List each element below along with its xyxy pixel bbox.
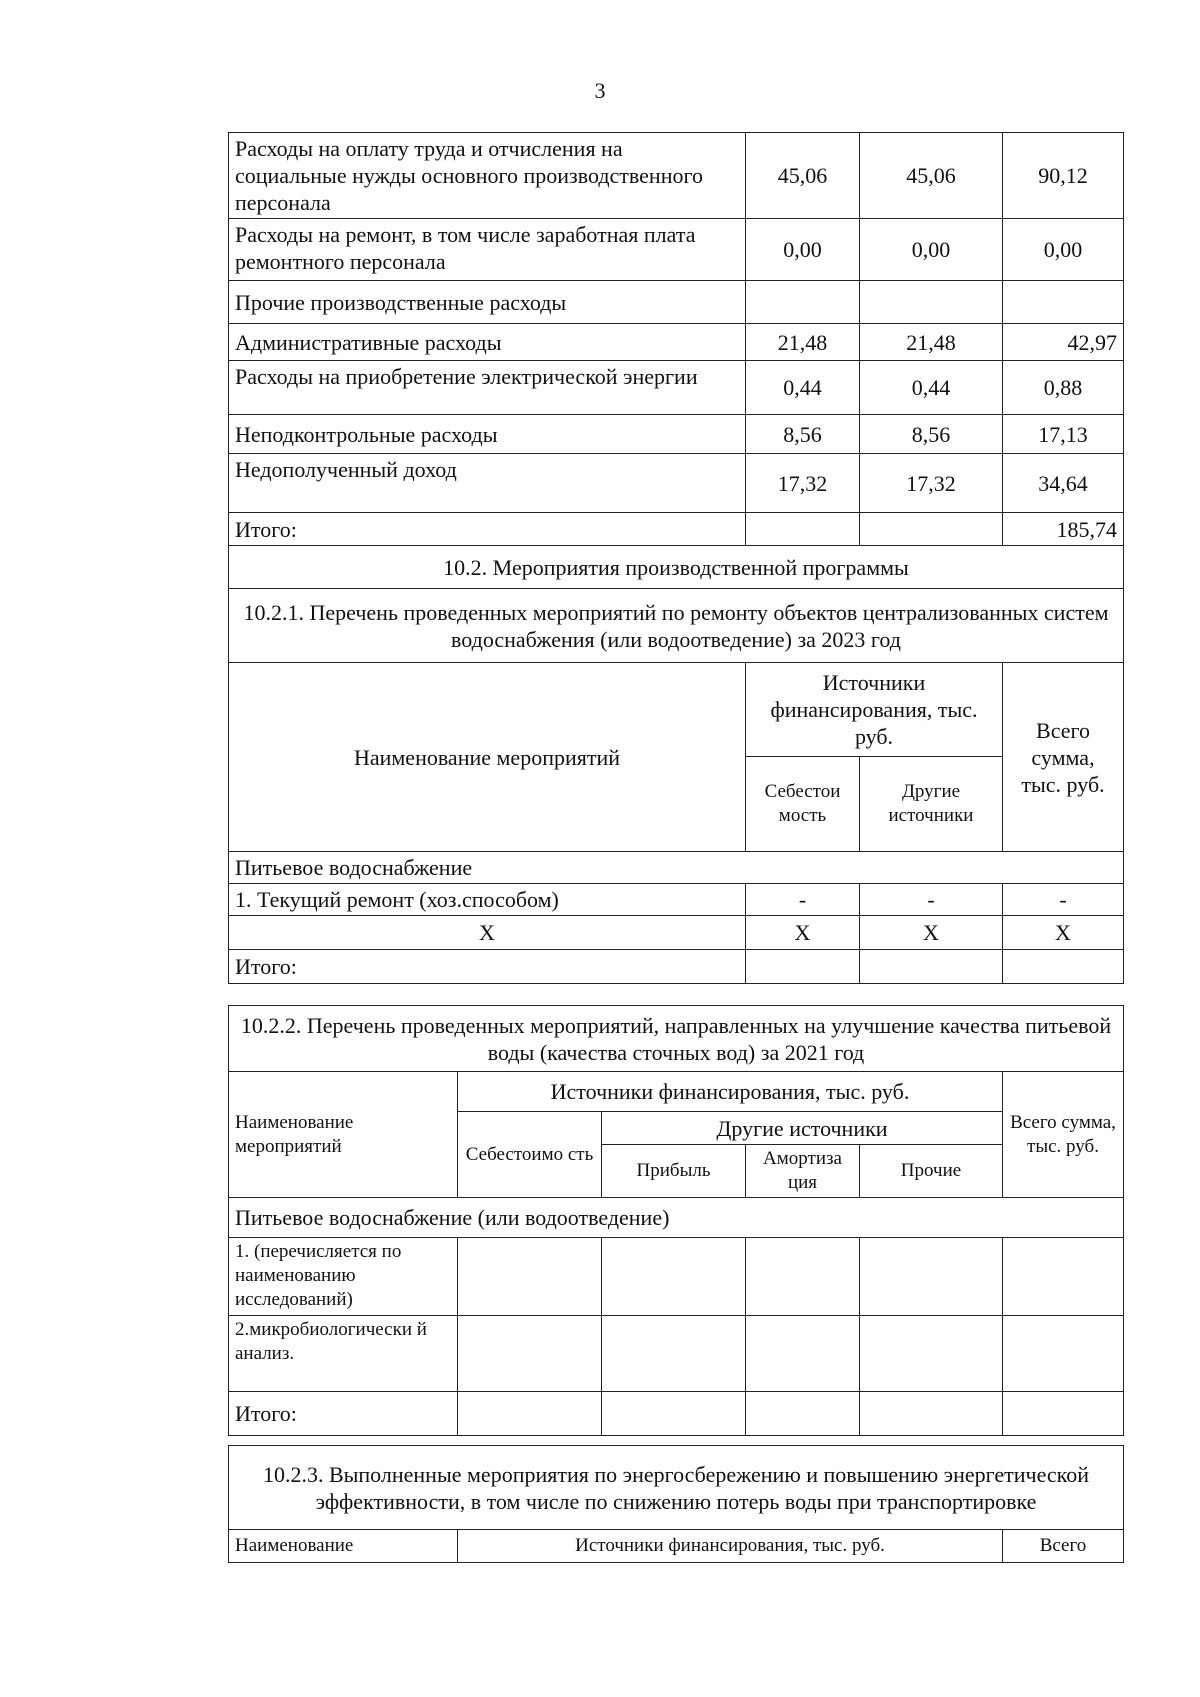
x-cell: X bbox=[746, 916, 860, 950]
row-label: Расходы на оплату труда и отчисления на социальные нужды основного производственного персонала bbox=[229, 133, 746, 219]
value-cell bbox=[860, 513, 1003, 546]
subsection-title: 10.2.1. Перечень проведенных мероприятий по ремонту объектов централизованных систем водоснабжения (или водоотведение) за 2023 год bbox=[229, 589, 1124, 663]
value-cell bbox=[458, 1238, 602, 1316]
header-name: Наименование мероприятий bbox=[229, 1072, 458, 1198]
value-cell bbox=[1003, 1316, 1124, 1392]
row-label: 2.микробиологически й анализ. bbox=[229, 1316, 458, 1392]
value-cell bbox=[746, 1316, 860, 1392]
value-cell: 17,13 bbox=[1003, 415, 1124, 454]
header-sources: Источники финансирования, тыс. руб. bbox=[458, 1530, 1003, 1563]
value-cell: 45,06 bbox=[860, 133, 1003, 219]
value-cell: 34,64 bbox=[1003, 454, 1124, 513]
value-cell bbox=[860, 281, 1003, 324]
table-row bbox=[229, 884, 1124, 916]
row-label: 1. Текущий ремонт (хоз.способом) bbox=[229, 884, 746, 916]
value-cell: 0,00 bbox=[860, 219, 1003, 281]
row-label: Итого: bbox=[229, 950, 746, 984]
value-cell bbox=[746, 1238, 860, 1316]
value-cell: 8,56 bbox=[860, 415, 1003, 454]
row-label: Административные расходы bbox=[229, 324, 746, 361]
value-cell bbox=[602, 1238, 746, 1316]
value-cell: - bbox=[860, 884, 1003, 916]
x-cell: X bbox=[860, 916, 1003, 950]
value-cell bbox=[860, 950, 1003, 984]
table-row bbox=[229, 1198, 1124, 1238]
value-cell: 0,00 bbox=[1003, 219, 1124, 281]
header-name: Наименование мероприятий bbox=[229, 663, 746, 852]
header-name: Наименование bbox=[229, 1530, 458, 1563]
subsection-title: 10.2.2. Перечень проведенных мероприятий, направленных на улучшение качества питьевой воды (качества сточных вод) за 2021 год bbox=[229, 1006, 1124, 1072]
header-total: Всего bbox=[1003, 1530, 1124, 1563]
value-cell: 21,48 bbox=[860, 324, 1003, 361]
value-cell: 0,44 bbox=[860, 361, 1003, 415]
x-cell: X bbox=[1003, 916, 1124, 950]
table-row bbox=[229, 133, 1124, 219]
row-label: Прочие производственные расходы bbox=[229, 281, 746, 324]
table-row bbox=[229, 1446, 1124, 1530]
table-row bbox=[229, 663, 1124, 757]
value-cell: - bbox=[746, 884, 860, 916]
value-cell: 42,97 bbox=[1003, 324, 1124, 361]
section-title: 10.2. Мероприятия производственной программы bbox=[229, 546, 1124, 589]
row-label: Расходы на ремонт, в том числе заработная плата ремонтного персонала bbox=[229, 219, 746, 281]
value-cell: 90,12 bbox=[1003, 133, 1124, 219]
group-label: Питьевое водоснабжение bbox=[229, 852, 1124, 884]
value-cell: 21,48 bbox=[746, 324, 860, 361]
row-label: Итого: bbox=[229, 1392, 458, 1436]
header-profit: Прибыль bbox=[602, 1145, 746, 1198]
value-cell bbox=[458, 1316, 602, 1392]
row-label: Неподконтрольные расходы bbox=[229, 415, 746, 454]
table-row bbox=[229, 1392, 1124, 1436]
group-label: Питьевое водоснабжение (или водоотведение) bbox=[229, 1198, 1124, 1238]
row-label: Итого: bbox=[229, 513, 746, 546]
table-row bbox=[229, 454, 1124, 513]
table-row bbox=[229, 281, 1124, 324]
x-cell: X bbox=[229, 916, 746, 950]
value-cell bbox=[860, 1392, 1003, 1436]
costs-table bbox=[228, 132, 1124, 984]
row-label: 1. (перечисляется по наименованию исследований) bbox=[229, 1238, 458, 1316]
table-row bbox=[229, 1238, 1124, 1316]
value-cell: 0,44 bbox=[746, 361, 860, 415]
row-label: Недополученный доход bbox=[229, 454, 746, 513]
subsection-title: 10.2.3. Выполненные мероприятия по энергосбережению и повышению энергетической эффективности, в том числе по снижению потерь воды при транспортировке bbox=[229, 1446, 1124, 1530]
value-cell bbox=[1003, 950, 1124, 984]
table-row bbox=[229, 415, 1124, 454]
table-row bbox=[229, 361, 1124, 415]
value-cell bbox=[746, 281, 860, 324]
value-cell bbox=[602, 1392, 746, 1436]
water-quality-table bbox=[228, 1005, 1124, 1436]
value-cell bbox=[860, 1238, 1003, 1316]
header-misc: Прочие bbox=[860, 1145, 1003, 1198]
header-amortization: Амортиза ция bbox=[746, 1145, 860, 1198]
table-row bbox=[229, 1006, 1124, 1072]
header-other: Другие источники bbox=[602, 1112, 1003, 1145]
value-cell: - bbox=[1003, 884, 1124, 916]
header-total: Всего сумма, тыс. руб. bbox=[1003, 663, 1124, 852]
value-cell bbox=[602, 1316, 746, 1392]
value-cell bbox=[746, 950, 860, 984]
header-cost: Себестоимо сть bbox=[458, 1112, 602, 1198]
value-cell bbox=[1003, 1238, 1124, 1316]
table-row bbox=[229, 1072, 1124, 1112]
page-number: 3 bbox=[594, 78, 606, 103]
value-cell: 0,88 bbox=[1003, 361, 1124, 415]
table-row bbox=[229, 852, 1124, 884]
header-other: Другие источники bbox=[860, 757, 1003, 852]
value-cell bbox=[1003, 281, 1124, 324]
value-cell bbox=[860, 1316, 1003, 1392]
value-cell: 17,32 bbox=[860, 454, 1003, 513]
value-cell bbox=[1003, 1392, 1124, 1436]
table-row bbox=[229, 324, 1124, 361]
table-row bbox=[229, 1316, 1124, 1392]
value-cell: 0,00 bbox=[746, 219, 860, 281]
table-row bbox=[229, 513, 1124, 546]
value-cell bbox=[458, 1392, 602, 1436]
value-cell: 45,06 bbox=[746, 133, 860, 219]
table-row bbox=[229, 1530, 1124, 1563]
header-total: Всего сумма, тыс. руб. bbox=[1003, 1072, 1124, 1198]
table-row bbox=[229, 916, 1124, 950]
header-sources: Источники финансирования, тыс. руб. bbox=[458, 1072, 1003, 1112]
energy-saving-table bbox=[228, 1445, 1124, 1563]
table-row bbox=[229, 219, 1124, 281]
value-cell: 185,74 bbox=[1003, 513, 1124, 546]
table-row bbox=[229, 589, 1124, 663]
value-cell: 8,56 bbox=[746, 415, 860, 454]
value-cell bbox=[746, 513, 860, 546]
row-label: Расходы на приобретение электрической энергии bbox=[229, 361, 746, 415]
value-cell: 17,32 bbox=[746, 454, 860, 513]
header-sources: Источники финансирования, тыс. руб. bbox=[746, 663, 1003, 757]
value-cell bbox=[746, 1392, 860, 1436]
table-row bbox=[229, 546, 1124, 589]
header-cost: Себестои мость bbox=[746, 757, 860, 852]
table-row bbox=[229, 950, 1124, 984]
